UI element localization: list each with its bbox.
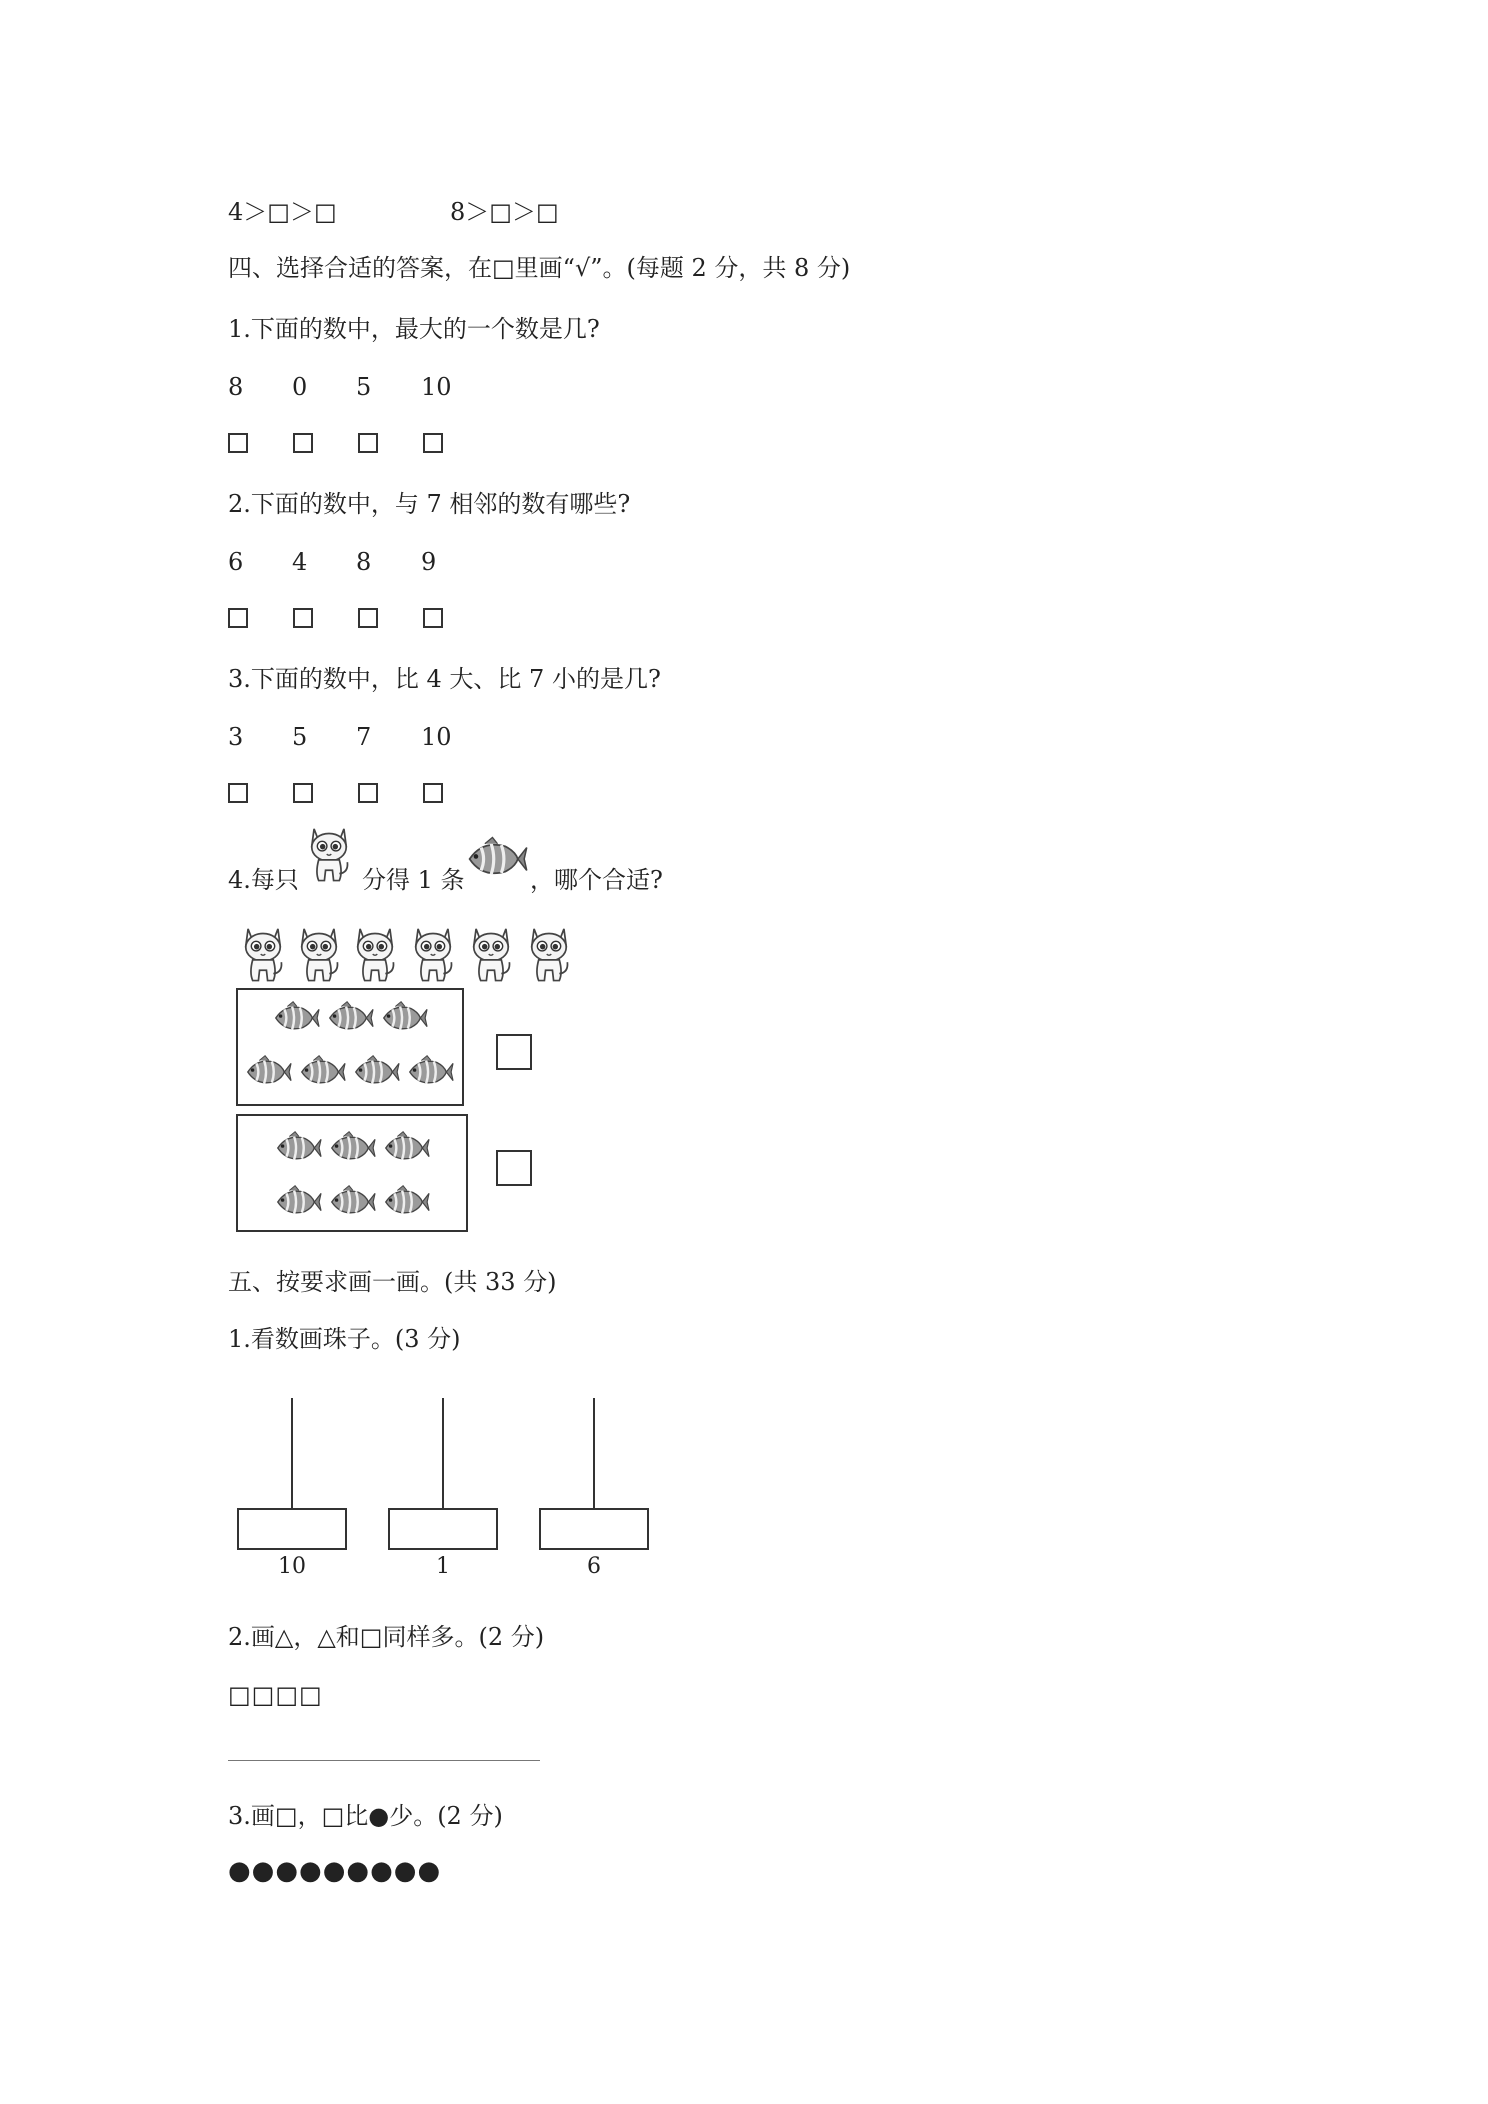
bead-base[interactable] [237,1508,347,1550]
q1-option: 0 [292,373,308,401]
section4-heading: 四、选择合适的答案，在□里画“√”。(每题 2 分，共 8 分) [228,254,851,282]
choice-a-frame [236,988,464,1106]
cat-icon [526,922,572,984]
fish-icon [242,1054,292,1090]
section5-heading: 五、按要求画一画。(共 33 分) [228,1268,557,1296]
fish-icon [272,1130,322,1166]
q3-option: 3 [228,723,244,751]
q1-checkbox[interactable] [423,433,443,453]
q3-checkbox[interactable] [228,783,248,803]
q1-option: 5 [356,373,372,401]
bead-base[interactable] [539,1508,649,1550]
q2-text: 2.下面的数中，与 7 相邻的数有哪些? [228,490,631,518]
cat-icon [306,822,352,884]
q2-option: 6 [228,548,244,576]
fish-icon [270,1000,320,1036]
cat-icon [240,922,286,984]
bead-rod [291,1398,293,1510]
fish-icon [350,1054,400,1090]
compare-left: 4＞□＞□ [228,198,337,226]
fish-icon [326,1130,376,1166]
q2-checkbox[interactable] [293,608,313,628]
choice-b-checkbox[interactable] [496,1150,532,1186]
fish-icon [380,1130,430,1166]
bead-label: 10 [278,1554,306,1579]
s5-q2-text: 2.画△，△和□同样多。(2 分) [228,1623,545,1651]
q1-checkbox[interactable] [293,433,313,453]
cat-icon [352,922,398,984]
q2-checkbox[interactable] [358,608,378,628]
q1-option: 10 [421,373,452,401]
q3-text: 3.下面的数中，比 4 大、比 7 小的是几? [228,665,661,693]
q3-checkbox[interactable] [358,783,378,803]
cat-icon [296,922,342,984]
squares-row: □□□□ [228,1681,323,1709]
fish-icon [380,1184,430,1220]
fish-icon [462,836,528,882]
fish-icon [324,1000,374,1036]
fish-icon [272,1184,322,1220]
q1-checkbox[interactable] [358,433,378,453]
q1-checkbox[interactable] [228,433,248,453]
q2-option: 4 [292,548,308,576]
q2-checkbox[interactable] [228,608,248,628]
cat-icon [410,922,456,984]
bead-rod [442,1398,444,1510]
q2-checkbox[interactable] [423,608,443,628]
choice-b-frame [236,1114,468,1232]
q4-middle: 分得 1 条 [362,866,465,894]
answer-line[interactable] [228,1760,540,1761]
bead-rod [593,1398,595,1510]
q2-option: 8 [356,548,372,576]
fish-icon [326,1184,376,1220]
fish-icon [296,1054,346,1090]
fish-icon [378,1000,428,1036]
s5-q1-text: 1.看数画珠子。(3 分) [228,1325,461,1353]
fish-icon [404,1054,454,1090]
q4-prefix: 4.每只 [228,866,299,894]
q3-checkbox[interactable] [423,783,443,803]
q3-option: 5 [292,723,308,751]
cat-icon [468,922,514,984]
q4-suffix: ，哪个合适? [530,866,663,894]
q2-option: 9 [421,548,437,576]
dots-row: ●●●●●●●●● [228,1856,442,1886]
q3-option: 10 [421,723,452,751]
s5-q3-text: 3.画□，□比●少。(2 分) [228,1802,503,1830]
q3-option: 7 [356,723,372,751]
choice-a-checkbox[interactable] [496,1034,532,1070]
q1-text: 1.下面的数中，最大的一个数是几? [228,315,600,343]
compare-right: 8＞□＞□ [450,198,559,226]
q1-option: 8 [228,373,244,401]
bead-label: 6 [587,1554,601,1579]
q3-checkbox[interactable] [293,783,313,803]
bead-base[interactable] [388,1508,498,1550]
bead-label: 1 [436,1554,450,1579]
